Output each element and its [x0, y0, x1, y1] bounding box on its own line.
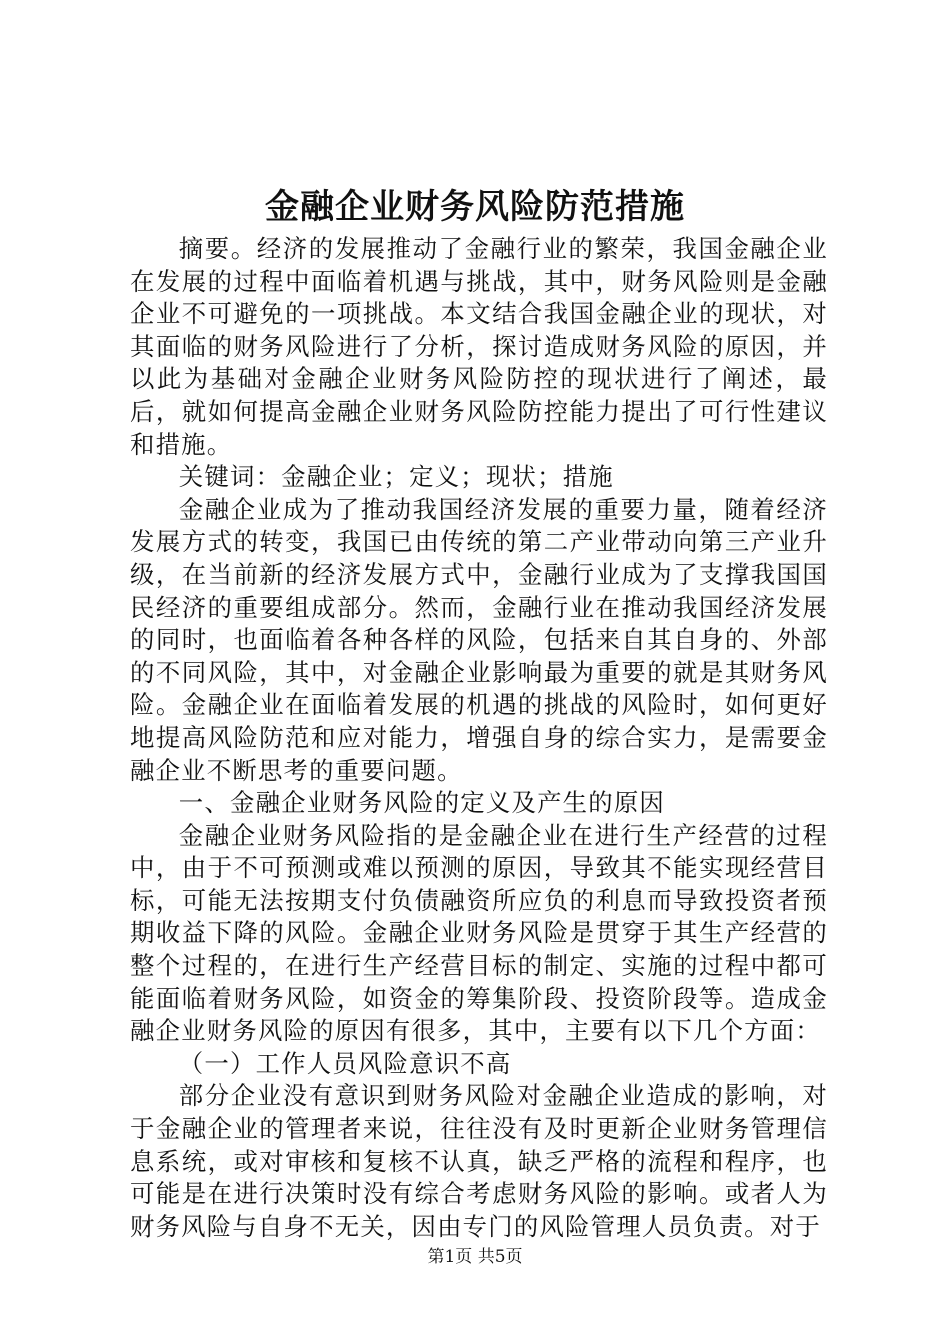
page-number-footer: 第1页 共5页 — [427, 1247, 523, 1267]
section-heading: 一、金融企业财务风险的定义及产生的原因 — [178, 788, 666, 818]
document-title: 金融企业财务风险防范措施 — [265, 187, 685, 227]
body-paragraph: 部分企业没有意识到财务风险对金融企业造成的影响，对于金融企业的管理者来说，往往没有及时更新企业财务管理信息系统，或对审核和复核不认真，缺乏严格的流程和程序，也可能是在进行决策时没有综合考虑财务风险的影响。或者人为财务风险与自身不无关，因由专门的风险管理人员负责。对于 — [130, 1081, 828, 1241]
abstract-paragraph: 摘要。经济的发展推动了金融行业的繁荣，我国金融企业在发展的过程中面临着机遇与挑战，其中，财务风险则是金融企业不可避免的一项挑战。本文结合我国金融企业的现状，对其面临的财务风险进行了分析，探讨造成财务风险的原因，并以此为基础对金融企业财务风险防控的现状进行了阐述，最后，就如何提高金融企业财务风险防控能力提出了可行性建议和措施。 — [130, 234, 828, 459]
intro-paragraph: 金融企业成为了推动我国经济发展的重要力量，随着经济发展方式的转变，我国已由传统的第二产业带动向第三产业升级，在当前新的经济发展方式中，金融行业成为了支撑我国国民经济的重要组成部分。然而，金融行业在推动我国经济发展的同时，也面临着各种各样的风险，包括来自其自身的、外部的不同风险，其中，对金融企业影响最为重要的就是其财务风险。金融企业在面临着发展的机遇的挑战的风险时，如何更好地提高风险防范和应对能力，增强自身的综合实力，是需要金融企业不断思考的重要问题。 — [130, 494, 828, 785]
keywords-paragraph: 关键词：金融企业；定义；现状；措施 — [178, 462, 614, 492]
document-body — [130, 233, 828, 1243]
subsection-heading: （一）工作人员风险意识不高 — [178, 1048, 512, 1078]
body-paragraph: 金融企业财务风险指的是金融企业在进行生产经营的过程中，由于不可预测或难以预测的原因，导致其不能实现经营目标，可能无法按期支付负债融资所应负的利息而导致投资者预期收益下降的风险。金融企业财务风险是贯穿于其生产经营的整个过程的，在进行生产经营目标的制定、实施的过程中都可能面临着财务风险，如资金的筹集阶段、投资阶段等。造成金融企业财务风险的原因有很多，其中，主要有以下几个方面： — [130, 820, 828, 1046]
